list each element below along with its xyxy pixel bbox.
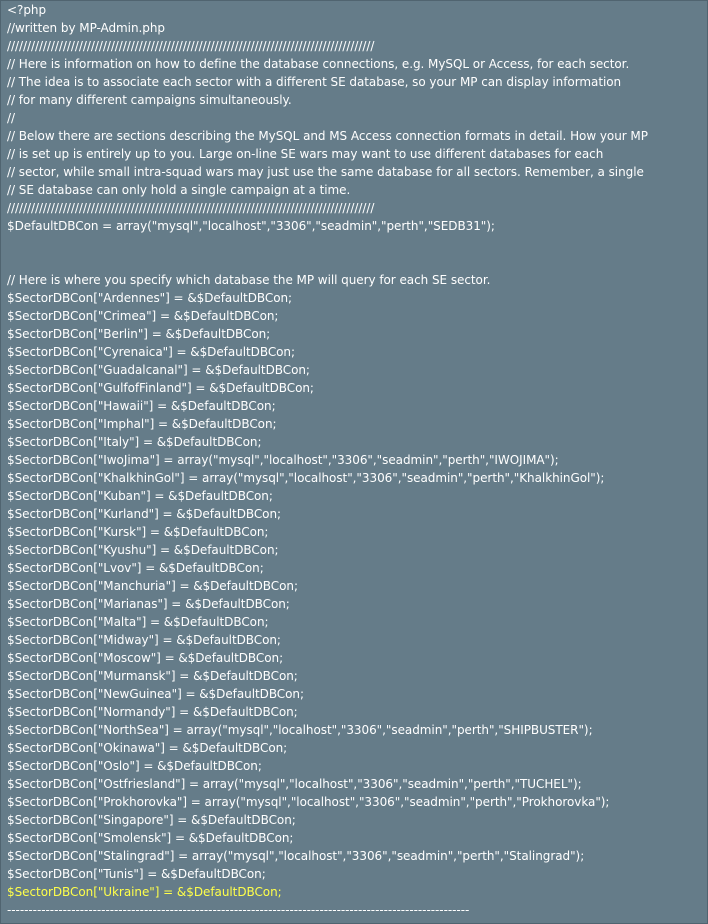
- highlighted-code-line[interactable]: $SectorDBCon["Ukraine"] = &$DefaultDBCon;: [7, 885, 282, 899]
- code-line[interactable]: $SectorDBCon["Midway"] = &$DefaultDBCon;: [7, 633, 281, 647]
- code-line[interactable]: // sector, while small intra-squad wars may just use the same database for all sectors. Remember, a single: [7, 165, 644, 179]
- code-line[interactable]: //written by MP-Admin.php: [7, 21, 165, 35]
- code-line[interactable]: $SectorDBCon["Stalingrad"] = array("mysql","localhost","3306","seadmin","perth","Stalingrad");: [7, 849, 585, 863]
- code-line[interactable]: $SectorDBCon["NorthSea"] = array("mysql","localhost","3306","seadmin","perth","SHIPBUSTER");: [7, 723, 593, 737]
- code-line[interactable]: $SectorDBCon["Singapore"] = &$DefaultDBCon;: [7, 813, 296, 827]
- code-line[interactable]: $SectorDBCon["Murmansk"] = &$DefaultDBCon;: [7, 669, 298, 683]
- code-line[interactable]: //: [7, 111, 15, 125]
- code-line[interactable]: // SE database can only hold a single campaign at a time.: [7, 183, 351, 197]
- code-line[interactable]: ////////////////////////////////////////////////////////////////////////////////////////////: [7, 201, 375, 215]
- code-line[interactable]: // Here is where you specify which database the MP will query for each SE sector.: [7, 273, 491, 287]
- code-line[interactable]: // is set up is entirely up to you. Large on-line SE wars may want to use different databases for each: [7, 147, 604, 161]
- code-line[interactable]: $SectorDBCon["Kyushu"] = &$DefaultDBCon;: [7, 543, 279, 557]
- code-line[interactable]: $SectorDBCon["Manchuria"] = &$DefaultDBCon;: [7, 579, 298, 593]
- code-line[interactable]: $SectorDBCon["KhalkhinGol"] = array("mysql","localhost","3306","seadmin","perth","KhalkhinGol");: [7, 471, 605, 485]
- code-line[interactable]: $DefaultDBCon = array("mysql","localhost","3306","seadmin","perth","SEDB31");: [7, 219, 495, 233]
- code-line[interactable]: $SectorDBCon["Smolensk"] = &$DefaultDBCon;: [7, 831, 294, 845]
- code-line[interactable]: $SectorDBCon["Kursk"] = &$DefaultDBCon;: [7, 525, 269, 539]
- code-line[interactable]: $SectorDBCon["Normandy"] = &$DefaultDBCon;: [7, 705, 298, 719]
- code-line[interactable]: $SectorDBCon["Moscow"] = &$DefaultDBCon;: [7, 651, 284, 665]
- code-line[interactable]: $SectorDBCon["Imphal"] = &$DefaultDBCon;: [7, 417, 277, 431]
- code-line[interactable]: $SectorDBCon["Italy"] = &$DefaultDBCon;: [7, 435, 262, 449]
- code-line[interactable]: [7, 253, 648, 271]
- code-line[interactable]: $SectorDBCon["Prokhorovka"] = array("mysql","localhost","3306","seadmin","perth","Prokhorovka");: [7, 795, 610, 809]
- code-line[interactable]: $SectorDBCon["NewGuinea"] = &$DefaultDBCon;: [7, 687, 304, 701]
- code-line[interactable]: $SectorDBCon["Cyrenaica"] = &$DefaultDBCon;: [7, 345, 295, 359]
- code-line[interactable]: ------------------------------------------------------------------------------------------------------------: [7, 903, 470, 917]
- code-line[interactable]: // The idea is to associate each sector with a different SE database, so your MP can display information: [7, 75, 622, 89]
- code-line[interactable]: // Here is information on how to define the database connections, e.g. MySQL or Access, for each sector.: [7, 57, 630, 71]
- code-line[interactable]: $SectorDBCon["Marianas"] = &$DefaultDBCon;: [7, 597, 290, 611]
- code-line[interactable]: ////////////////////////////////////////////////////////////////////////////////////////////: [7, 39, 375, 53]
- code-line[interactable]: $SectorDBCon["Okinawa"] = &$DefaultDBCon;: [7, 741, 288, 755]
- code-lines: [7, 1, 648, 919]
- code-line[interactable]: <?php: [7, 3, 47, 17]
- code-line[interactable]: $SectorDBCon["Oslo"] = &$DefaultDBCon;: [7, 759, 262, 773]
- code-line[interactable]: $SectorDBCon["Ostfriesland"] = array("mysql","localhost","3306","seadmin","perth","TUCHEL");: [7, 777, 582, 791]
- code-line[interactable]: $SectorDBCon["Kurland"] = &$DefaultDBCon;: [7, 507, 282, 521]
- code-line[interactable]: $SectorDBCon["Tunis"] = &$DefaultDBCon;: [7, 867, 266, 881]
- code-line[interactable]: $SectorDBCon["Berlin"] = &$DefaultDBCon;: [7, 327, 271, 341]
- code-line[interactable]: $SectorDBCon["IwoJima"] = array("mysql","localhost","3306","seadmin","perth","IWOJIMA");: [7, 453, 559, 467]
- code-line[interactable]: $SectorDBCon["Lvov"] = &$DefaultDBCon;: [7, 561, 264, 575]
- code-line[interactable]: [7, 235, 648, 253]
- code-line[interactable]: // Below there are sections describing the MySQL and MS Access connection formats in detail. How your MP: [7, 129, 648, 143]
- code-line[interactable]: $SectorDBCon["Ardennes"] = &$DefaultDBCon;: [7, 291, 293, 305]
- code-line[interactable]: // for many different campaigns simultaneously.: [7, 93, 292, 107]
- code-line[interactable]: $SectorDBCon["Malta"] = &$DefaultDBCon;: [7, 615, 269, 629]
- code-line[interactable]: $SectorDBCon["Hawaii"] = &$DefaultDBCon;: [7, 399, 276, 413]
- code-line[interactable]: $SectorDBCon["Kuban"] = &$DefaultDBCon;: [7, 489, 273, 503]
- code-line[interactable]: $SectorDBCon["Guadalcanal"] = &$DefaultDBCon;: [7, 363, 310, 377]
- code-line[interactable]: $SectorDBCon["GulfofFinland"] = &$DefaultDBCon;: [7, 381, 314, 395]
- code-line[interactable]: $SectorDBCon["Crimea"] = &$DefaultDBCon;: [7, 309, 279, 323]
